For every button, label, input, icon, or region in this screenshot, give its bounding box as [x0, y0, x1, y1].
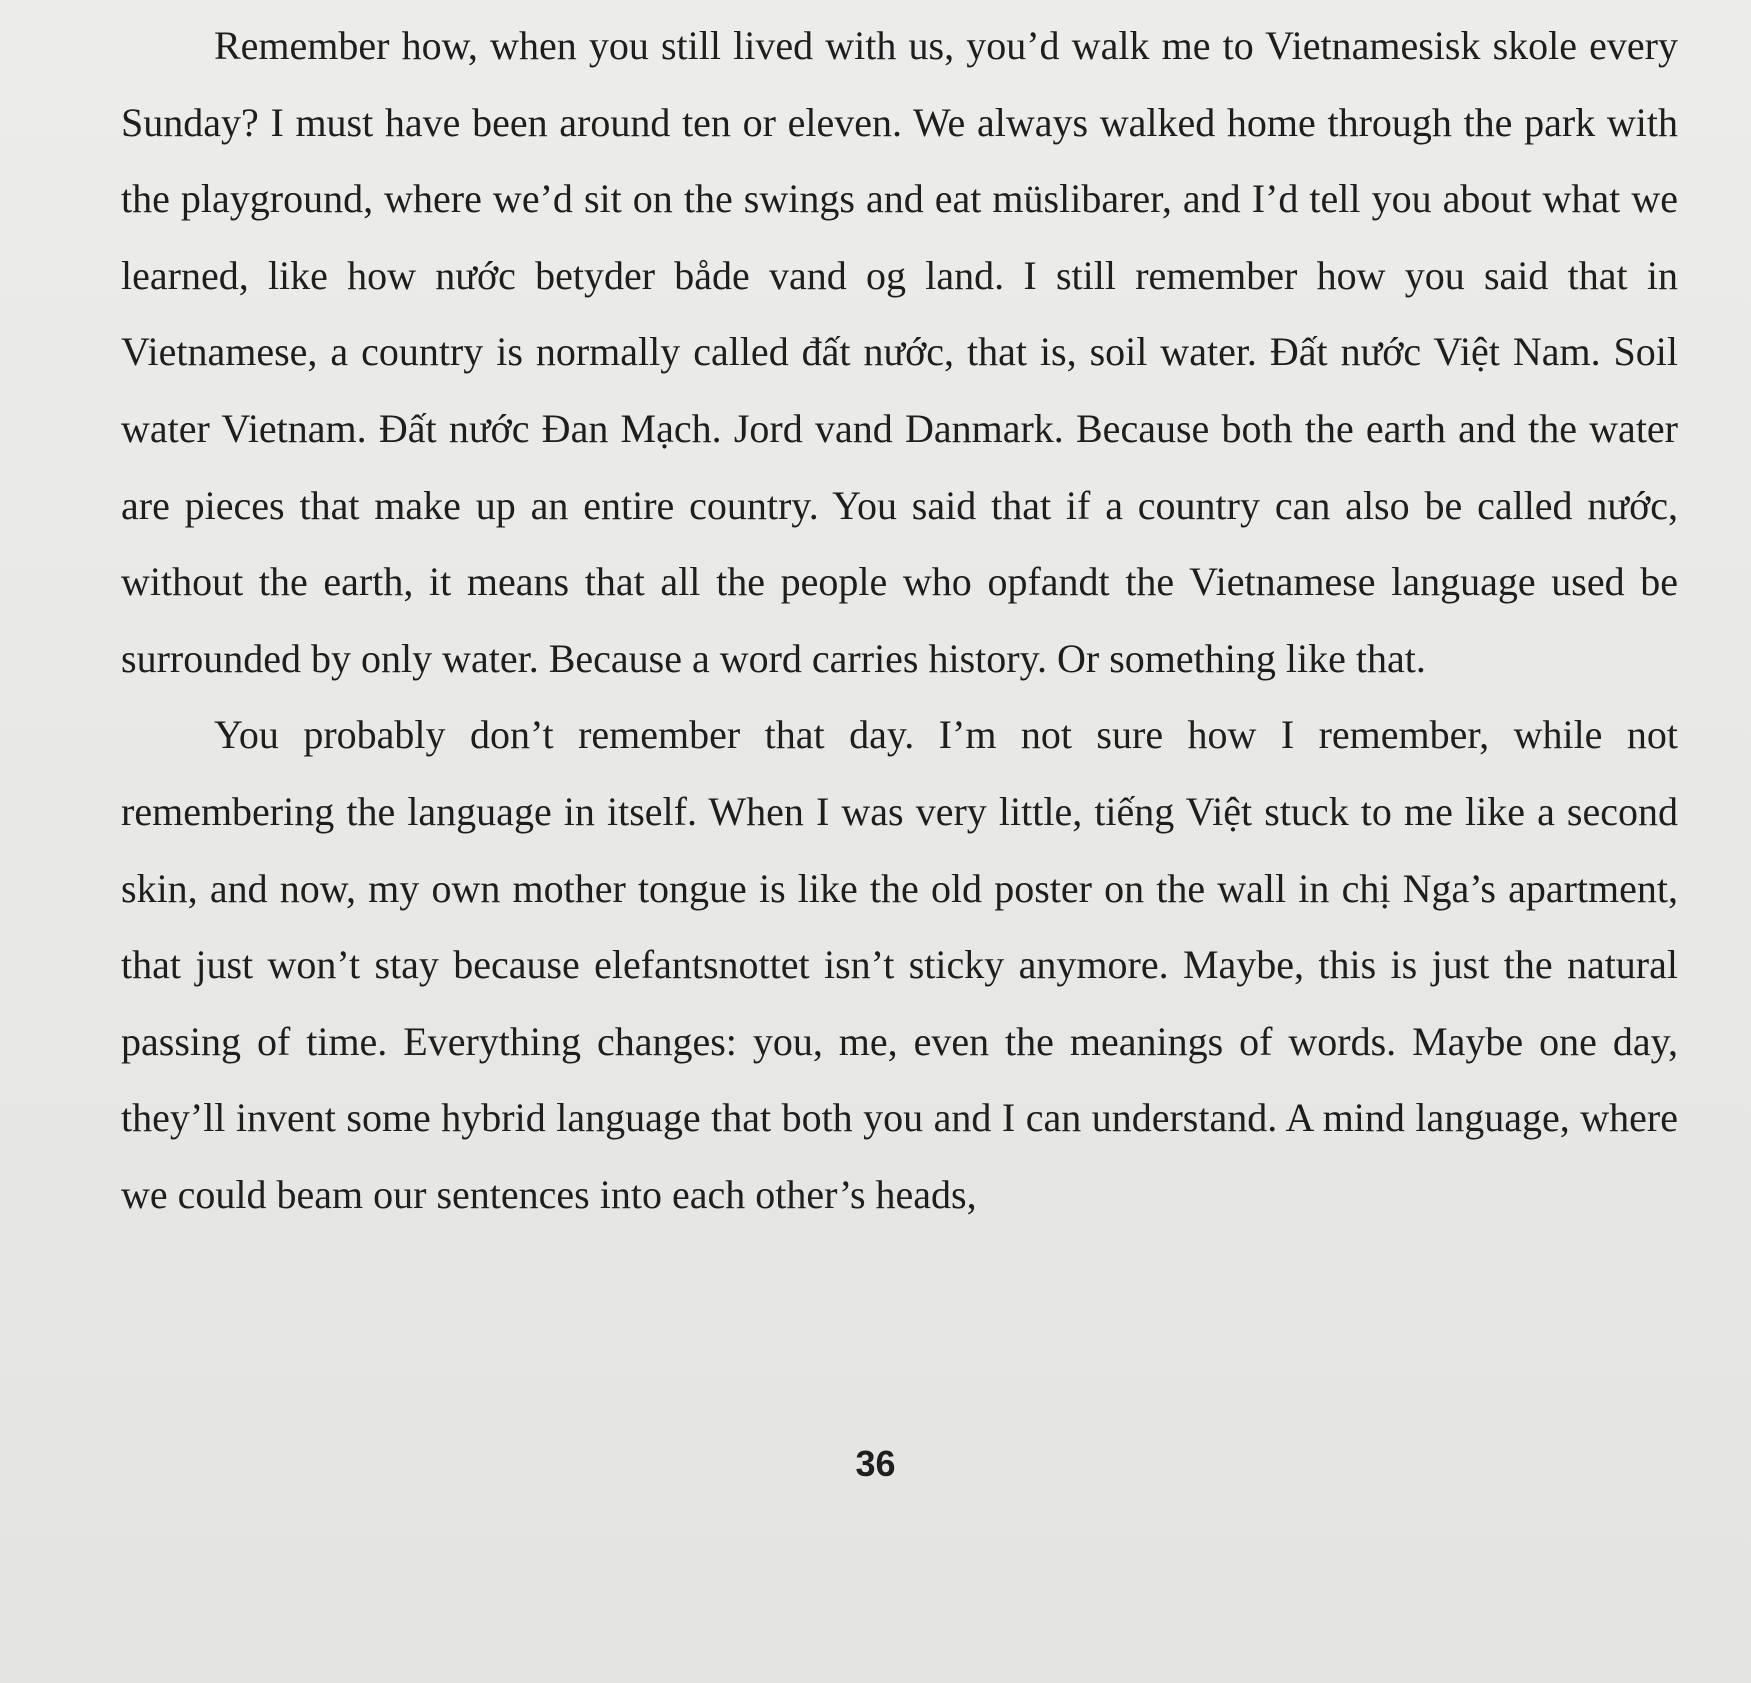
paragraph-2: You probably don’t remember that day. I’m not sure how I remember, while not remembering the language in itself. When I was very little, tiếng Việt stuck to me like a second skin, and now, my own mother tongue is like the old poster on the wall in chị Nga’s apartment, that just won’t stay because elefantsnottet isn’t sticky anymore. Maybe, this is just the natural passing of time. Everything changes: you, me, even the meanings of words. Maybe one day, they’ll invent some hybrid language that both you and I can understand. A mind language, where we could beam our sentences into each other’s heads, [121, 712, 1678, 1217]
paragraph-1: Remember how, when you still lived with us, you’d walk me to Vietnamesisk skole every Sunday? I must have been around ten or eleven. We always walked home through the park with the playground, where we’d sit on the swings and eat müslibarer, and I’d tell you about what we learned, like how nước betyder både vand og land. I still remember how you said that in Vietnamese, a country is normally called đất nước, that is, soil water. Đất nước Việt Nam. Soil water Vietnam. Đất nước Đan Mạch. Jord vand Danmark. Because both the earth and the water are pieces that make up an entire country. You said that if a country can also be called nước, without the earth, it means that all the people who opfandt the Vietnamese language used be surrounded by only water. Because a word carries history. Or something like that. [121, 23, 1678, 681]
page-number: 36 [855, 1443, 896, 1484]
body-text [121, 8, 1678, 1234]
